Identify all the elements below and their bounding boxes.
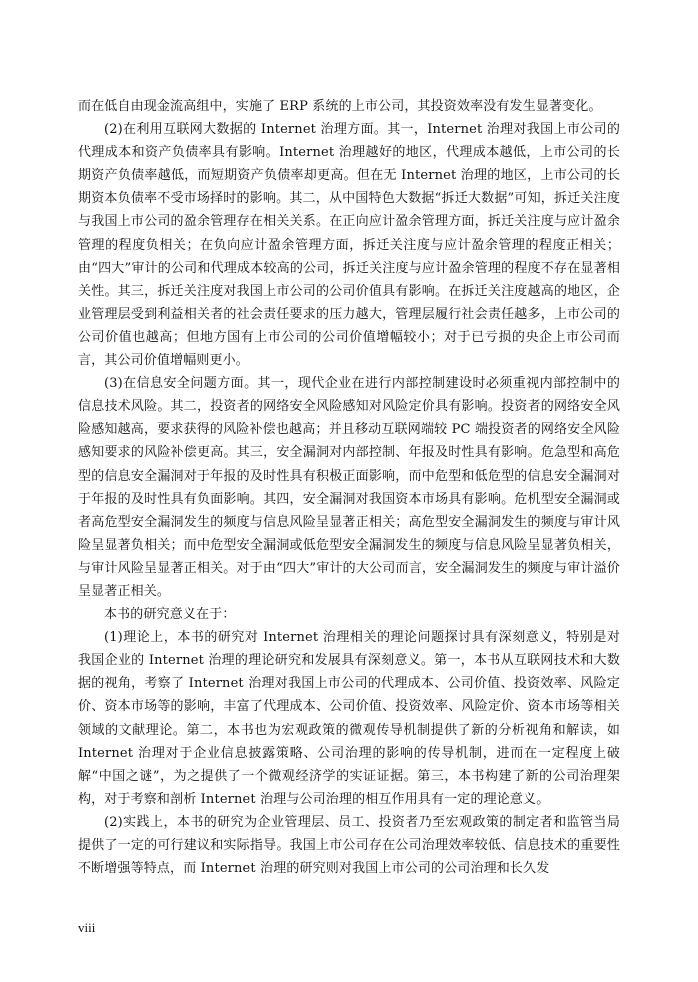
page-number: viii <box>78 920 96 935</box>
paragraph-internet-governance: (2)在利用互联网大数据的 Internet 治理方面。其一，Internet 治理对我国上市公司的代理成本和资产负债率具有影响。Internet 治理越好的地区，代理成本越低，上市公司的长期资产负债率越低，而短期资产负债率却更高。但在无 Internet 治理的地区，上市公司的长期资本负债率不受市场择时的影响。其二，从中国特色大数据“拆迁大数据”可知，拆迁关注度与我国上市公司的盈余管理存在相关关系。在正向应计盈余管理方面，拆迁关注度与应计盈余管理的程度负相关；在负向应计盈余管理方面，拆迁关注度与应计盈余管理的程度正相关；由“四大”审计的公司和代理成本较高的公司，拆迁关注度与应计盈余管理的程度不存在显著相关性。其三，拆迁关注度对我国上市公司的公司价值具有影响。在拆迁关注度越高的地区，企业管理层受到利益相关者的社会责任要求的压力越大，管理层履行社会责任越多，上市公司的公司价值也越高；但地方国有上市公司的公司价值增幅较小；对于已亏损的央企上市公司而言，其公司价值增幅则更小。 <box>78 122 620 369</box>
paragraph-information-security: (3)在信息安全问题方面。其一，现代企业在进行内部控制建设时必须重视内部控制中的信息技术风险。其二，投资者的网络安全风险感知对风险定价具有影响。投资者的网络安全风险感知越高，要求获得的风险补偿也越高；并且移动互联网端较 PC 端投资者的网络安全风险感知要求的风险补偿更高。其三，安全漏洞对内部控制、年报及时性具有影响。危急型和高危型的信息安全漏洞对于年报的及时性具有积极正面影响，而中危型和低危型的信息安全漏洞对于年报的及时性具有负面影响。其四，安全漏洞对我国资本市场具有影响。危机型安全漏洞或者高危型安全漏洞发生的频度与信息风险呈显著正相关；高危型安全漏洞发生的频度与审计风险呈显著负相关；而中危型安全漏洞或低危型安全漏洞发生的频度与信息风险呈显著负相关，与审计风险呈显著正相关。对于由“四大”审计的大公司而言，安全漏洞发生的频度与审计溢价呈显著正相关。 <box>78 376 620 599</box>
paragraph-significance-intro: 本书的研究意义在于： <box>104 607 236 623</box>
paragraph-practical-significance: (2)实践上，本书的研究为企业管理层、员工、投资者乃至宏观政策的制定者和监管当局提供了一定的可行建议和实际指导。我国上市公司存在公司治理效率较低、信息技术的重要性不断增强等特点，而 Internet 治理的研究则对我国上市公司的公司治理和长久发 <box>78 814 620 877</box>
paragraph-theoretical-significance: (1)理论上，本书的研究对 Internet 治理相关的理论问题探讨具有深刻意义，特别是对我国企业的 Internet 治理的理论研究和发展具有深刻意义。第一，本书从互联网技术和大数据的视角，考察了 Internet 治理对我国上市公司的代理成本、公司价值、投资效率、风险定价、资本市场等的影响，丰富了代理成本、公司价值、投资效率、风险定价、资本市场等相关领域的文献理论。第二，本书也为宏观政策的微观传导机制提供了新的分析视角和解读，如 Internet 治理对于企业信息披露策略、公司治理的影响的传导机制，进而在一定程度上破解“中国之谜”，为之提供了一个微观经济学的实证证据。第三，本书构建了新的公司治理架构，对于考察和剖析 Internet 治理与公司治理的相互作用具有一定的理论意义。 <box>78 630 620 807</box>
page-body <box>78 95 620 880</box>
paragraph-erp-conclusion: 而在低自由现金流高组中，实施了 ERP 系统的上市公司，其投资效率没有发生显著变化。 <box>78 99 602 114</box>
